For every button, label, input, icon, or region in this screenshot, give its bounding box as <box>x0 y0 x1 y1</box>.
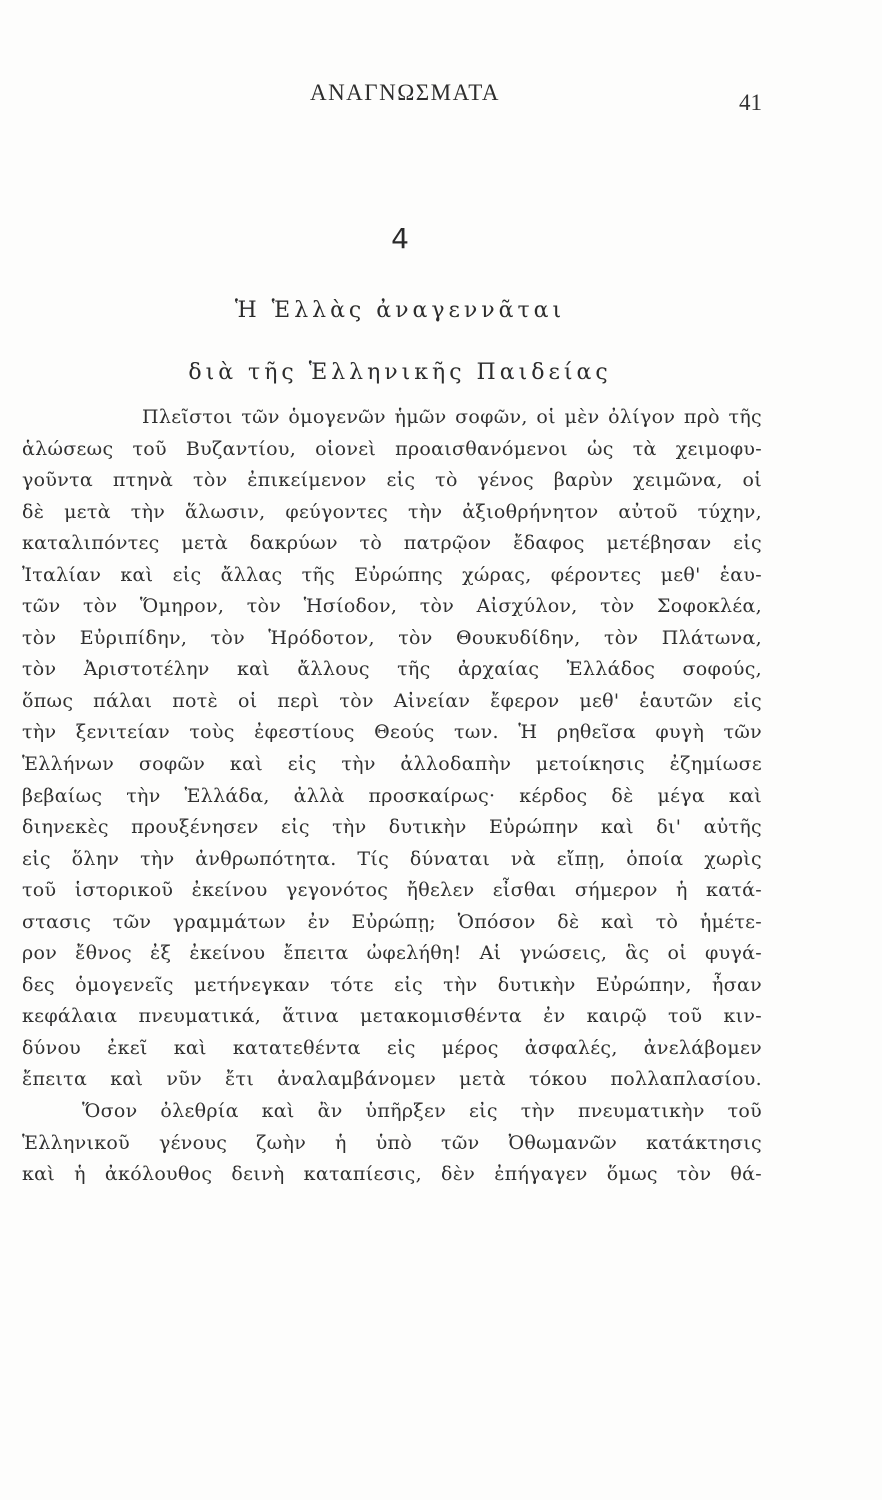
body-line: ἁλώσεως τοῦ Βυζαντίου, οἱονεὶ προαισθανόμενοι ὡς τὰ χειμοφυ- <box>22 437 762 460</box>
body-line: εἰς ὅλην τὴν ἀνθρωπότητα. Τίς δύναται νὰ εἴπῃ, ὁποία χωρὶς <box>22 847 762 870</box>
body-line: καὶ ἡ ἀκόλουθος δεινὴ καταπίεσις, δὲν ἐπήγαγεν ὅμως τὸν θά- <box>22 1163 762 1186</box>
chapter-title-line-1: Ἡ Ἑλλὰς ἀναγεννᾶται <box>234 298 566 323</box>
body-line: Πλεῖστοι τῶν ὁμογενῶν ἡμῶν σοφῶν, οἱ μὲν ὀλίγον πρὸ τῆς <box>142 406 762 428</box>
body-line: Ὅσον ὀλεθρία καὶ ἂν ὑπῆρξεν εἰς τὴν πνευματικὴν τοῦ <box>82 1100 762 1123</box>
body-line: τὴν ξενιτείαν τοὺς ἐφεστίους Θεούς των. Ἡ ρηθεῖσα φυγὴ τῶν <box>22 721 762 744</box>
body-line: ρον ἔθνος ἐξ ἐκείνου ἔπειτα ὠφελήθη! Αἱ γνώσεις, ἃς οἱ φυγά- <box>22 942 762 965</box>
running-head <box>0 80 882 115</box>
body-line: ἔπειτα καὶ νῦν ἔτι ἀναλαμβάνομεν μετὰ τόκου πολλαπλασίου. <box>22 1068 762 1091</box>
body-line: τὸν Εὐριπίδην, τὸν Ἡρόδοτον, τὸν Θουκυδίδην, τὸν Πλάτωνα, <box>22 626 762 649</box>
page-number: 41 <box>739 90 762 115</box>
body-text <box>22 402 762 1191</box>
body-line: βεβαίως τὴν Ἑλλάδα, ἀλλὰ προσκαίρως· κέρδος δὲ μέγα καὶ <box>22 784 762 807</box>
body-line: δύνου ἐκεῖ καὶ κατατεθέντα εἰς μέρος ἀσφαλές, ἀνελάβομεν <box>22 1036 762 1059</box>
body-line: κεφάλαια πνευματικά, ἅτινα μετακομισθέντα ἐν καιρῷ τοῦ κιν- <box>22 1005 762 1028</box>
body-line: διηνεκὲς προυξένησεν εἰς τὴν δυτικὴν Εὐρώπην καὶ δι' αὐτῆς <box>22 816 762 839</box>
body-line: τοῦ ἱστορικοῦ ἐκείνου γεγονότος ἤθελεν εἶσθαι σήμερον ἡ κατά- <box>22 879 762 902</box>
body-line: στασις τῶν γραμμάτων ἐν Εὐρώπῃ; Ὁπόσον δὲ καὶ τὸ ἡμέτε- <box>22 910 762 933</box>
body-line: δες ὁμογενεῖς μετήνεγκαν τότε εἰς τὴν δυτικὴν Εὐρώπην, ἦσαν <box>22 973 762 996</box>
body-line: Ἑλληνικοῦ γένους ζωὴν ἡ ὑπὸ τῶν Ὀθωμανῶν κατάκτησις <box>22 1131 762 1154</box>
body-line: Ἰταλίαν καὶ εἰς ἄλλας τῆς Εὐρώπης χώρας, φέροντες μεθ' ἑαυ- <box>22 563 762 586</box>
body-line: ὅπως πάλαι ποτὲ οἱ περὶ τὸν Αἰνείαν ἔφερον μεθ' ἑαυτῶν εἰς <box>22 689 762 712</box>
body-line: τὸν Ἀριστοτέλην καὶ ἄλλους τῆς ἀρχαίας Ἑλλάδος σοφούς, <box>22 658 762 681</box>
body-line: καταλιπόντες μετὰ δακρύων τὸ πατρῷον ἔδαφος μετέβησαν εἰς <box>22 532 762 555</box>
body-line: Ἑλλήνων σοφῶν καὶ εἰς τὴν ἀλλοδαπὴν μετοίκησις ἐζημίωσε <box>22 753 762 776</box>
body-line: τῶν τὸν Ὅμηρον, τὸν Ἡσίοδον, τὸν Αἰσχύλον, τὸν Σοφοκλέα, <box>22 595 762 618</box>
chapter-title-line-2: διὰ τῆς Ἑλληνικῆς Παιδείας <box>188 360 612 385</box>
running-title: ΑΝΑΓΝΩΣΜΑΤΑ <box>309 80 501 105</box>
body-line: δὲ μετὰ τὴν ἅλωσιν, φεύγοντες τὴν ἀξιοθρήνητον αὐτοῦ τύχην, <box>22 500 762 523</box>
body-line: γοῦντα πτηνὰ τὸν ἐπικείμενον εἰς τὸ γένος βαρὺν χειμῶνα, οἱ <box>22 469 762 492</box>
chapter-number: 4 <box>391 222 409 255</box>
